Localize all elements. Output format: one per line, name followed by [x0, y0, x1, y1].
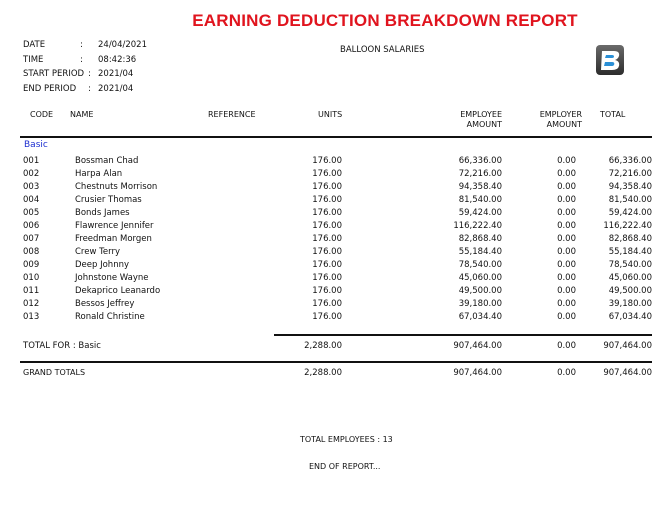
header-divider	[20, 136, 652, 138]
meta-value: 2021/04	[98, 69, 134, 79]
table-row	[0, 234, 665, 247]
grand-total-units: 2,288.00	[304, 368, 342, 378]
cell-code: 012	[23, 299, 40, 309]
meta-value: 24/04/2021	[98, 40, 147, 50]
cell-employer: 0.00	[557, 156, 576, 166]
cell-name: Harpa Alan	[75, 169, 123, 179]
cell-employee: 49,500.00	[458, 286, 502, 296]
cell-code: 009	[23, 260, 40, 270]
cell-employee: 66,336.00	[458, 156, 502, 166]
cell-total: 82,868.40	[608, 234, 652, 244]
cell-employee: 81,540.00	[458, 195, 502, 205]
table-row	[0, 156, 665, 169]
cell-name: Bonds James	[75, 208, 130, 218]
col-header-total: TOTAL	[600, 110, 626, 119]
table-row	[0, 208, 665, 221]
cell-code: 013	[23, 312, 40, 322]
cell-code: 002	[23, 169, 40, 179]
cell-total: 94,358.40	[608, 182, 652, 192]
cell-total: 81,540.00	[608, 195, 652, 205]
cell-units: 176.00	[312, 234, 342, 244]
cell-employer: 0.00	[557, 195, 576, 205]
grand-total-employer: 0.00	[557, 368, 576, 378]
cell-employee: 67,034.40	[458, 312, 502, 322]
cell-total: 66,336.00	[608, 156, 652, 166]
cell-units: 176.00	[312, 169, 342, 179]
cell-units: 176.00	[312, 260, 342, 270]
grand-total-divider	[20, 361, 652, 363]
cell-units: 176.00	[312, 195, 342, 205]
cell-employer: 0.00	[557, 221, 576, 231]
cell-total: 72,216.00	[608, 169, 652, 179]
cell-name: Bossman Chad	[75, 156, 139, 166]
cell-total: 67,034.40	[608, 312, 652, 322]
cell-employer: 0.00	[557, 208, 576, 218]
section-total-employee: 907,464.00	[453, 341, 502, 351]
cell-units: 176.00	[312, 156, 342, 166]
cell-employer: 0.00	[557, 169, 576, 179]
cell-employer: 0.00	[557, 273, 576, 283]
cell-total: 39,180.00	[608, 299, 652, 309]
cell-units: 176.00	[312, 273, 342, 283]
cell-total: 78,540.00	[608, 260, 652, 270]
table-row	[0, 299, 665, 312]
meta-label: END PERIOD	[23, 83, 77, 94]
table-row	[0, 273, 665, 286]
cell-code: 007	[23, 234, 40, 244]
section-total-employer: 0.00	[557, 341, 576, 351]
cell-employer: 0.00	[557, 286, 576, 296]
cell-units: 176.00	[312, 286, 342, 296]
cell-code: 001	[23, 156, 40, 166]
cell-employer: 0.00	[557, 234, 576, 244]
cell-units: 176.00	[312, 299, 342, 309]
cell-total: 49,500.00	[608, 286, 652, 296]
meta-time: TIME : 08:42:36	[23, 53, 147, 68]
cell-code: 008	[23, 247, 40, 257]
section-title: Basic	[24, 140, 48, 150]
cell-name: Chestnuts Morrison	[75, 182, 158, 192]
cell-name: Dekaprico Leanardo	[75, 286, 161, 296]
cell-name: Crusier Thomas	[75, 195, 142, 205]
table-row	[0, 286, 665, 299]
col-header-code: CODE	[30, 110, 54, 119]
cell-total: 45,060.00	[608, 273, 652, 283]
cell-employee: 72,216.00	[458, 169, 502, 179]
cell-units: 176.00	[312, 247, 342, 257]
cell-employee: 39,180.00	[458, 299, 502, 309]
grand-total-employee: 907,464.00	[453, 368, 502, 378]
total-employees: TOTAL EMPLOYEES : 13	[300, 435, 393, 444]
cell-employee: 55,184.40	[458, 247, 502, 257]
cell-code: 005	[23, 208, 40, 218]
meta-start-period: START PERIOD : 2021/04	[23, 67, 147, 82]
cell-code: 006	[23, 221, 40, 231]
cell-code: 010	[23, 273, 40, 283]
cell-name: Ronald Christine	[75, 312, 145, 322]
table-row	[0, 312, 665, 325]
meta-label: DATE	[23, 40, 46, 50]
cell-employee: 59,424.00	[458, 208, 502, 218]
section-total-divider	[274, 334, 652, 336]
table-row	[0, 182, 665, 195]
cell-total: 55,184.40	[608, 247, 652, 257]
cell-units: 176.00	[312, 312, 342, 322]
cell-name: Freedman Morgen	[75, 234, 152, 244]
section-total-total: 907,464.00	[603, 341, 652, 351]
brand-logo-icon	[595, 44, 625, 76]
col-header-employee-amount: EMPLOYEE AMOUNT	[460, 110, 502, 129]
col-header-name: NAME	[70, 110, 94, 119]
cell-name: Johnstone Wayne	[75, 273, 149, 283]
cell-employer: 0.00	[557, 260, 576, 270]
cell-units: 176.00	[312, 182, 342, 192]
cell-code: 011	[23, 286, 40, 296]
col-header-reference: REFERENCE	[208, 110, 256, 119]
meta-date: DATE : 24/04/2021	[23, 38, 147, 53]
meta-value: 08:42:36	[98, 54, 137, 65]
report-meta	[23, 38, 147, 96]
col-header-employer-amount: EMPLOYER AMOUNT	[539, 110, 582, 129]
cell-total: 116,222.40	[603, 221, 652, 231]
cell-units: 176.00	[312, 208, 342, 218]
meta-value: 2021/04	[98, 83, 134, 94]
cell-units: 176.00	[312, 221, 342, 231]
meta-end-period: END PERIOD : 2021/04	[23, 82, 147, 97]
table-row	[0, 221, 665, 234]
cell-name: Flawrence Jennifer	[75, 221, 154, 231]
cell-code: 003	[23, 182, 40, 192]
table-row	[0, 247, 665, 260]
cell-employer: 0.00	[557, 312, 576, 322]
grand-total-label: GRAND TOTALS	[23, 368, 86, 377]
report-title: EARNING DEDUCTION BREAKDOWN REPORT	[192, 11, 578, 30]
company-name: BALLOON SALARIES	[340, 45, 425, 55]
grand-total-total: 907,464.00	[603, 368, 652, 378]
cell-total: 59,424.00	[608, 208, 652, 218]
cell-employer: 0.00	[557, 182, 576, 192]
cell-employee: 94,358.40	[458, 182, 502, 192]
table-row	[0, 260, 665, 273]
meta-label: TIME	[23, 54, 44, 65]
cell-employee: 45,060.00	[458, 273, 502, 283]
cell-code: 004	[23, 195, 40, 205]
end-of-report: END OF REPORT...	[309, 462, 381, 471]
cell-employee: 78,540.00	[458, 260, 502, 270]
section-total-label: TOTAL FOR : Basic	[23, 341, 101, 351]
cell-employee: 82,868.40	[458, 234, 502, 244]
cell-employee: 116,222.40	[453, 221, 502, 231]
cell-name: Bessos Jeffrey	[75, 299, 135, 309]
cell-name: Crew Terry	[75, 247, 120, 257]
col-header-units: UNITS	[318, 110, 343, 119]
meta-label: START PERIOD	[23, 69, 85, 79]
table-row	[0, 195, 665, 208]
table-row	[0, 169, 665, 182]
cell-name: Deep Johnny	[75, 260, 130, 270]
cell-employer: 0.00	[557, 247, 576, 257]
section-total-units: 2,288.00	[304, 341, 342, 351]
cell-employer: 0.00	[557, 299, 576, 309]
